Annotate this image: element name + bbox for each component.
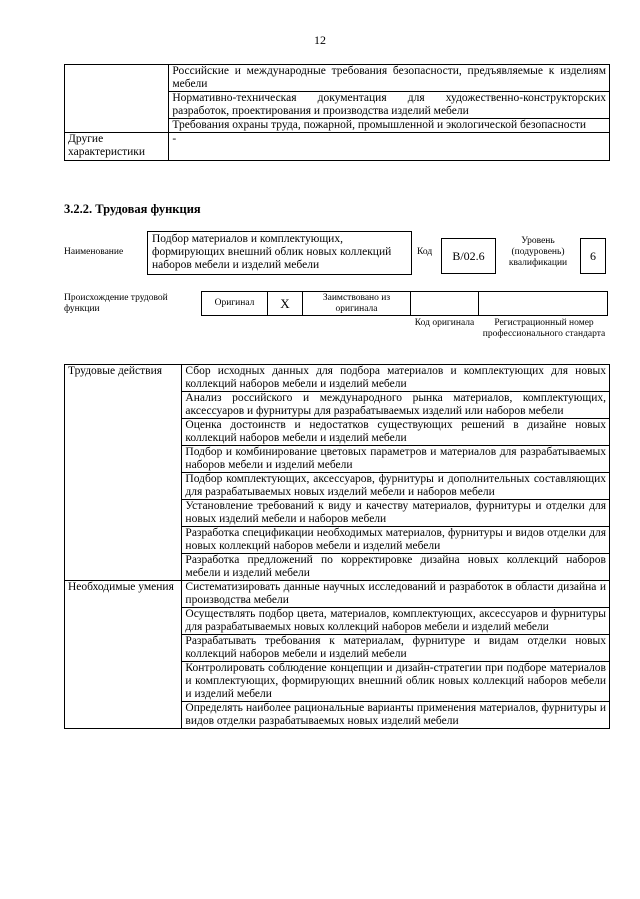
code-label: Код bbox=[417, 247, 433, 257]
function-code-value: B/02.6 bbox=[441, 238, 496, 274]
labor-action-cell: Разработка предложений по корректировке дизайна новых коллекций наборов мебели и изделий мебели bbox=[182, 554, 610, 581]
table-row bbox=[65, 133, 610, 161]
qualification-level-value: 6 bbox=[580, 238, 606, 274]
skill-cell: Определять наиболее рациональные варианты применения материалов, фурнитуры и видов отделки разрабатываемых новых изделий мебели bbox=[182, 702, 610, 729]
table-row bbox=[65, 581, 610, 608]
section-title: 3.2.2. Трудовая функция bbox=[64, 202, 201, 216]
function-name-value: Подбор материалов и комплектующих, формирующих внешний облик новых коллекций наборов мебели и изделий мебели bbox=[147, 231, 412, 275]
skill-cell: Разрабатывать требования к материалам, фурнитуре и видам отделки новых коллекций наборов мебели и изделий мебели bbox=[182, 635, 610, 662]
labor-action-cell: Подбор и комбинирование цветовых параметров и материалов для разрабатываемых наборов мебели и изделий мебели bbox=[182, 446, 610, 473]
requirement-cell: Нормативно-техническая документация для художественно-конструкторских разработок, проектирования и производства изделий мебели bbox=[169, 92, 610, 119]
labor-action-cell: Оценка достоинств и недостатков существующих решений в дизайне новых коллекций наборов мебели и изделий мебели bbox=[182, 419, 610, 446]
skills-label: Необходимые умения bbox=[65, 581, 182, 729]
original-code-box bbox=[410, 291, 479, 316]
other-characteristics-value: - bbox=[169, 133, 610, 161]
labor-action-cell: Анализ российского и международного рынка материалов, комплектующих, аксессуаров и фурнитуры для разрабатываемых изделий или наборов мебели bbox=[182, 392, 610, 419]
table-row bbox=[65, 365, 610, 392]
requirement-cell: Российские и международные требования безопасности, предъявляемые к изделиям мебели bbox=[169, 65, 610, 92]
borrowed-label: Заимствовано из оригинала bbox=[302, 291, 411, 316]
qualification-level-label: Уровень (подуровень) квалификации bbox=[508, 236, 568, 268]
other-characteristics-label: Другие характеристики bbox=[65, 133, 169, 161]
table-row bbox=[65, 65, 610, 92]
labor-function-table bbox=[64, 364, 610, 729]
original-label: Оригинал bbox=[201, 291, 268, 316]
skill-cell: Систематизировать данные научных исследований и разработок в области дизайна и производства мебели bbox=[182, 581, 610, 608]
page-number: 12 bbox=[314, 33, 326, 47]
original-mark: X bbox=[267, 291, 303, 316]
requirement-cell: Требования охраны труда, пожарной, промышленной и экологической безопасности bbox=[169, 119, 610, 133]
empty-label-cell bbox=[65, 65, 169, 133]
skill-cell: Осуществлять подбор цвета, материалов, комплектующих, аксессуаров и фурнитуры для разрабатываемых новых коллекций наборов мебели и изделий мебели bbox=[182, 608, 610, 635]
registration-caption: Регистрационный номер профессионального стандарта bbox=[482, 318, 606, 339]
name-label: Наименование bbox=[64, 247, 124, 257]
origin-label: Происхождение трудовой функции bbox=[64, 293, 168, 314]
code-caption: Код оригинала bbox=[414, 318, 475, 328]
registration-number-box bbox=[478, 291, 608, 316]
labor-action-cell: Подбор комплектующих, аксессуаров, фурнитуры и дополнительных составляющих для разрабатываемых новых изделий мебели и наборов мебели bbox=[182, 473, 610, 500]
labor-action-cell: Разработка спецификации необходимых материалов, фурнитуры и видов отделки для новых коллекций наборов мебели и изделий мебели bbox=[182, 527, 610, 554]
skill-cell: Контролировать соблюдение концепции и дизайн-стратегии при подборе материалов и комплектующих, формирующих внешний облик новых коллекций наборов мебели и изделий мебели bbox=[182, 662, 610, 702]
labor-actions-label: Трудовые действия bbox=[65, 365, 182, 581]
requirements-table bbox=[64, 64, 610, 161]
labor-action-cell: Сбор исходных данных для подбора материалов и комплектующих для новых коллекций наборов мебели и изделий мебели bbox=[182, 365, 610, 392]
labor-action-cell: Установление требований к виду и качеству материалов, фурнитуры и отделки для новых изделий мебели и наборов мебели bbox=[182, 500, 610, 527]
